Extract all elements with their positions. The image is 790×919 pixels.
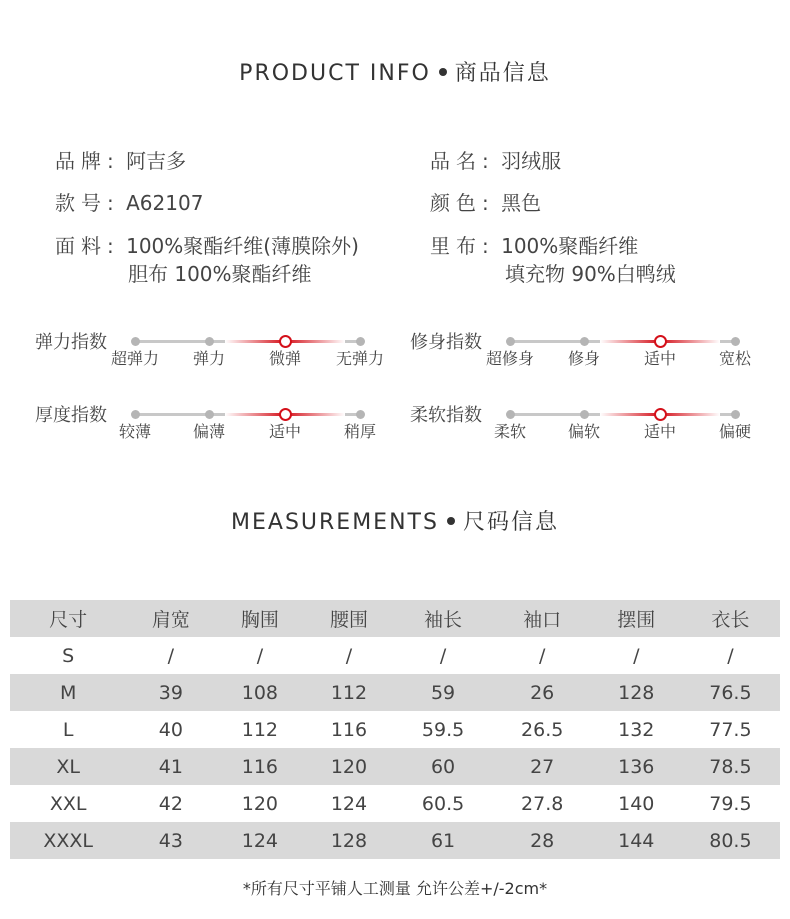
scale-option-label: 修身	[567, 349, 601, 368]
table-cell: 128	[304, 822, 393, 859]
table-cell: 41	[126, 748, 215, 785]
brand-value: 阿吉多	[126, 149, 187, 173]
model-value: A62107	[126, 191, 204, 215]
table-cell: 27	[493, 748, 592, 785]
table-cell: XXL	[49, 792, 87, 815]
table-cell: 78.5	[681, 748, 780, 785]
scale-dot	[205, 410, 214, 419]
fabric-row	[55, 232, 359, 260]
lining-value: 100%聚酯纤维	[501, 234, 639, 258]
table-cell: 28	[493, 822, 592, 859]
table-cell: /	[256, 644, 264, 667]
column-header: 摆围	[592, 600, 681, 637]
product-info-title-cn: 商品信息	[454, 61, 551, 86]
table-cell: /	[167, 644, 175, 667]
table-row	[10, 748, 780, 785]
table-cell: /	[439, 644, 447, 667]
brand-label: 品牌:	[55, 149, 120, 173]
name-label: 品名:	[430, 149, 495, 173]
color-value: 黑色	[501, 191, 542, 215]
fabric-value: 100%聚酯纤维(薄膜除外)	[126, 234, 359, 258]
table-cell: 60	[393, 748, 492, 785]
table-cell: 76.5	[681, 674, 780, 711]
fabric-value-line2: 胆布 100%聚酯纤维	[128, 262, 312, 286]
column-header: 衣长	[681, 600, 780, 637]
table-cell: 80.5	[681, 822, 780, 859]
scale-option-label: 偏硬	[718, 422, 752, 441]
scale-option-label: 偏薄	[192, 422, 226, 441]
softness-scale	[410, 401, 770, 461]
table-cell: 27.8	[521, 792, 564, 815]
bullet-dot-icon	[447, 517, 455, 525]
table-cell: /	[727, 644, 734, 667]
table-cell: 116	[215, 748, 304, 785]
table-cell: 61	[393, 822, 492, 859]
scale-dot	[506, 410, 515, 419]
scale-dot	[731, 410, 740, 419]
table-cell: 59	[393, 674, 492, 711]
scale-option-label: 微弹	[268, 349, 302, 368]
scale-dot	[580, 337, 589, 346]
scale-dot	[205, 337, 214, 346]
elasticity-scale	[35, 328, 395, 388]
scale-dot	[131, 337, 140, 346]
table-row	[10, 711, 780, 748]
column-header: 胸围	[215, 600, 304, 637]
color-row	[430, 189, 541, 217]
lining-row	[430, 232, 638, 260]
table-cell: /	[538, 644, 546, 667]
scale-option-label: 适中	[268, 422, 302, 441]
scale-option-label: 稍厚	[343, 422, 377, 441]
bullet-dot-icon	[439, 68, 447, 76]
table-cell: 40	[158, 718, 183, 741]
table-cell: 77.5	[709, 718, 752, 741]
table-cell: 112	[304, 674, 393, 711]
name-value: 羽绒服	[501, 149, 562, 173]
name-row	[430, 147, 561, 175]
scale-option-label: 柔软	[493, 422, 527, 441]
scale-option-label: 超修身	[485, 349, 535, 368]
measurements-title-cn: 尺码信息	[462, 510, 559, 535]
table-row	[10, 674, 780, 711]
scale-option-label: 宽松	[718, 349, 752, 368]
scale-option-label: 超弹力	[110, 349, 160, 368]
table-cell: XL	[10, 748, 126, 785]
lining-label: 里布:	[430, 234, 495, 258]
measurement-footnote: *所有尺寸平铺人工测量 允许公差+/-2cm*	[242, 879, 548, 898]
table-cell: 59.5	[421, 718, 465, 741]
table-row	[10, 785, 780, 822]
table-cell: /	[633, 644, 640, 667]
measurements-title-en: MEASUREMENTS	[231, 510, 439, 535]
scale-title: 厚度指数	[35, 405, 107, 426]
brand-row	[55, 147, 186, 175]
table-cell: /	[345, 644, 353, 667]
table-cell: 120	[304, 748, 393, 785]
scale-dot	[580, 410, 589, 419]
color-label: 颜色:	[430, 191, 495, 215]
table-cell: 124	[330, 792, 368, 815]
table-cell: 26.5	[521, 718, 564, 741]
product-info-title	[0, 56, 790, 87]
scale-dot	[131, 410, 140, 419]
table-cell: 144	[592, 822, 681, 859]
table-cell: S	[62, 644, 75, 667]
table-cell: 39	[126, 674, 215, 711]
scale-option-label: 弹力	[192, 349, 226, 368]
table-cell: 132	[618, 718, 655, 741]
model-row	[55, 189, 203, 217]
table-cell: 124	[215, 822, 304, 859]
scale-title: 弹力指数	[35, 332, 107, 353]
column-header: 腰围	[304, 600, 393, 637]
thickness-scale	[35, 401, 395, 461]
size-table-header	[10, 600, 780, 637]
table-cell: L	[62, 718, 74, 741]
column-header: 尺寸	[10, 600, 126, 637]
table-row	[10, 637, 780, 674]
table-cell: 42	[158, 792, 183, 815]
column-header: 袖口	[493, 600, 592, 637]
scale-option-label: 适中	[643, 422, 677, 441]
fit-scale	[410, 328, 770, 388]
size-table	[10, 600, 780, 859]
table-row	[10, 822, 780, 859]
scale-dot	[356, 337, 365, 346]
table-cell: 60.5	[421, 792, 465, 815]
model-label: 款号:	[55, 191, 120, 215]
table-cell: 79.5	[709, 792, 752, 815]
scale-dot	[506, 337, 515, 346]
table-cell: 120	[241, 792, 279, 815]
table-cell: 26	[493, 674, 592, 711]
table-cell: XXXL	[10, 822, 126, 859]
product-info-title-en: PRODUCT INFO	[239, 61, 431, 86]
lining-value-line2: 填充物 90%白鸭绒	[505, 262, 676, 286]
table-cell: 140	[618, 792, 655, 815]
table-cell: 136	[592, 748, 681, 785]
table-cell: 112	[241, 718, 279, 741]
column-header: 袖长	[393, 600, 492, 637]
measurements-title	[0, 505, 790, 536]
scale-option-label: 无弹力	[335, 349, 385, 368]
table-cell: 116	[330, 718, 368, 741]
column-header: 肩宽	[126, 600, 215, 637]
scale-title: 柔软指数	[410, 405, 482, 426]
table-cell: 108	[215, 674, 304, 711]
scale-option-label: 适中	[643, 349, 677, 368]
scale-option-label: 偏软	[567, 422, 601, 441]
fabric-label: 面料:	[55, 234, 120, 258]
table-cell: M	[10, 674, 126, 711]
scale-option-label: 较薄	[118, 422, 152, 441]
scale-title: 修身指数	[410, 332, 482, 353]
table-cell: 43	[126, 822, 215, 859]
table-cell: 128	[592, 674, 681, 711]
scale-dot	[356, 410, 365, 419]
scale-dot	[731, 337, 740, 346]
